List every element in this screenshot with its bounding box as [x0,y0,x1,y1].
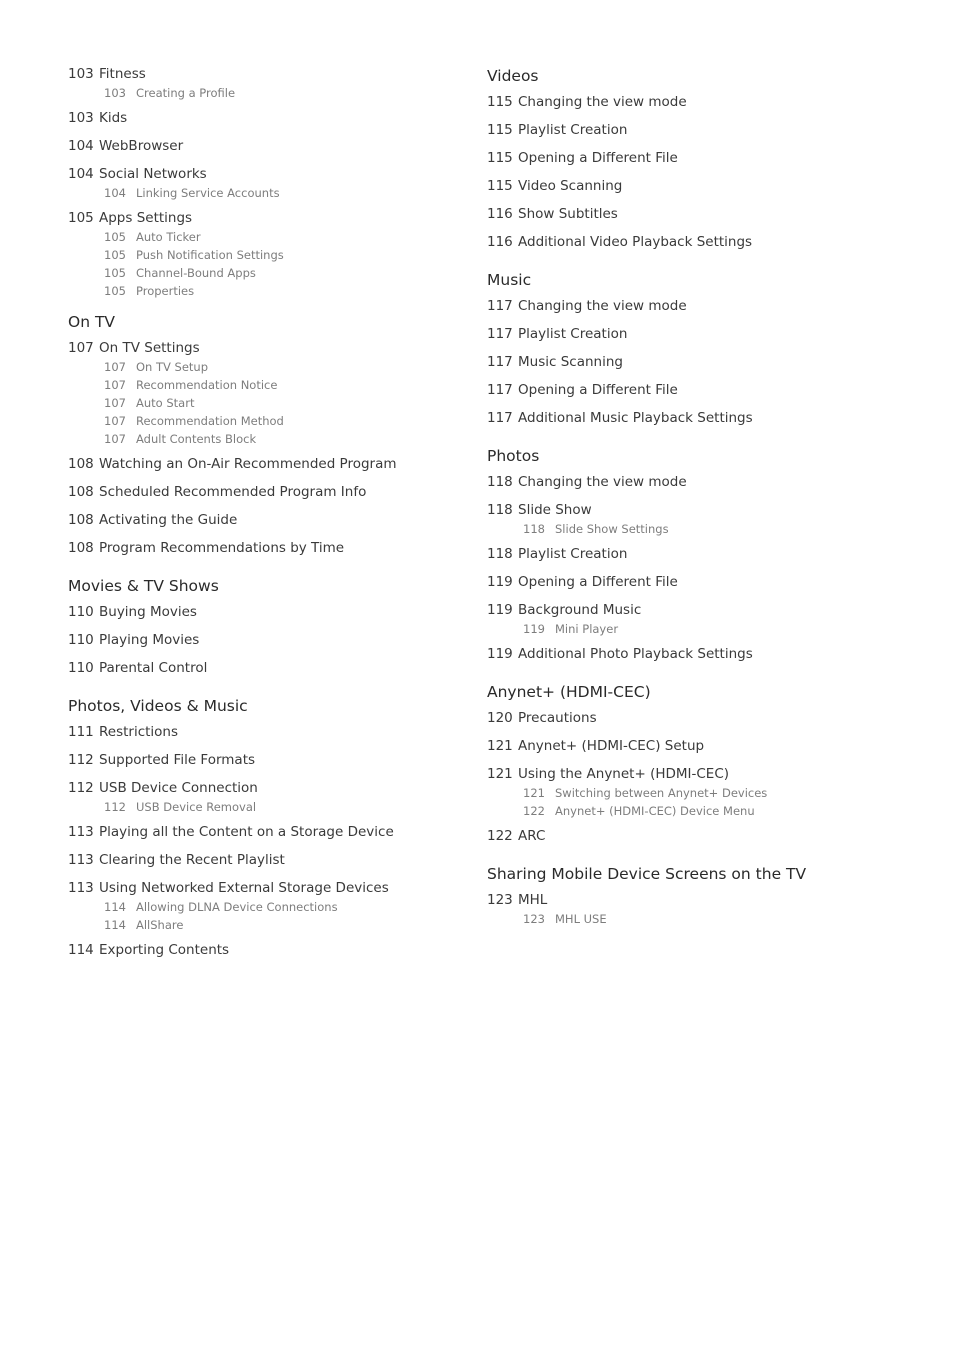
page-number: 111 [68,724,94,740]
page-number: 105 [104,284,126,298]
toc-subentry-slide-show-settings[interactable] [487,522,927,540]
entry-label: Exporting Contents [99,942,230,958]
page-number: 117 [487,298,513,314]
toc-subentry-recommendation-method[interactable] [68,414,458,432]
sub-entry-group [487,522,927,540]
toc-subentry-auto-start[interactable] [68,396,458,414]
page-number: 108 [68,484,94,500]
sub-entry-group [68,186,458,204]
entry-label: MHL [518,892,548,908]
entry-label: Show Subtitles [518,206,618,222]
subentry-label: USB Device Removal [136,800,257,814]
entry-label: Playlist Creation [518,326,628,342]
toc-subentry-anynet-hdmi-cec-device-menu[interactable] [487,804,927,822]
toc-subentry-allshare[interactable] [68,918,458,936]
page-number: 103 [68,110,94,126]
subentry-label: Switching between Anynet+ Devices [555,786,768,800]
toc-entry-restrictions[interactable] [68,722,458,750]
toc-entry-arc[interactable] [487,826,927,854]
page-number: 112 [68,780,94,796]
page-number: 104 [104,186,126,200]
toc-subentry-auto-ticker[interactable] [68,230,458,248]
toc-entry-video-scanning[interactable] [487,176,927,204]
toc-entry-additional-photo-playback-settings[interactable] [487,644,927,672]
subentry-label: MHL USE [555,912,607,926]
section-title-on-tv: On TV [68,313,116,331]
entry-label: Anynet+ (HDMI-CEC) Setup [518,738,705,754]
toc-entry-anynet-hdmi-cec-setup[interactable] [487,736,927,764]
page-number: 107 [104,378,126,392]
page-number: 105 [104,266,126,280]
toc-subentry-channel-bound-apps[interactable] [68,266,458,284]
toc-subentry-properties[interactable] [68,284,458,302]
toc-entry-music-scanning[interactable] [487,352,927,380]
section-title-photos: Photos [487,447,540,465]
toc-entry-supported-file-formats[interactable] [68,750,458,778]
subentry-label: Linking Service Accounts [136,186,280,200]
toc-entry-buying-movies[interactable] [68,602,458,630]
page-number: 107 [104,360,126,374]
section-title-sharing-mobile-device-screens-on-the-tv: Sharing Mobile Device Screens on the TV [487,865,807,883]
page-number: 118 [523,522,545,536]
page-number: 119 [487,646,513,662]
subentry-label: Auto Start [136,396,195,410]
page-number: 121 [487,738,513,754]
subentry-label: Push Notification Settings [136,248,284,262]
page-number: 122 [523,804,545,818]
entry-label: Playlist Creation [518,546,628,562]
page-number: 107 [104,396,126,410]
entry-label: Music Scanning [518,354,623,370]
entry-label: Program Recommendations by Time [99,540,345,556]
toc-subentry-usb-device-removal[interactable] [68,800,458,818]
toc-entry-webbrowser[interactable] [68,136,458,164]
page-number: 108 [68,456,94,472]
toc-subentry-allowing-dlna-device-connections[interactable] [68,900,458,918]
subentry-label: Auto Ticker [136,230,201,244]
page-number: 121 [523,786,545,800]
page-number: 108 [68,540,94,556]
page-number: 117 [487,354,513,370]
section-title-videos: Videos [487,67,539,85]
entry-label: Apps Settings [99,210,193,226]
subentry-label: Channel-Bound Apps [136,266,256,280]
page-number: 116 [487,234,513,250]
page-number: 117 [487,326,513,342]
entry-label: Buying Movies [99,604,197,620]
entry-label: Kids [99,110,128,126]
entry-label: Background Music [518,602,642,618]
page-number: 118 [487,546,513,562]
toc-entry-scheduled-recommended-program-info[interactable] [68,482,458,510]
toc-subentry-adult-contents-block[interactable] [68,432,458,450]
entry-label: Additional Video Playback Settings [518,234,753,250]
page-number: 114 [104,918,126,932]
subentry-label: Anynet+ (HDMI-CEC) Device Menu [555,804,755,818]
page-number: 107 [68,340,94,356]
toc-subentry-on-tv-setup[interactable] [68,360,458,378]
subentry-label: Adult Contents Block [136,432,257,446]
page-number: 114 [68,942,94,958]
entry-label: Activating the Guide [99,512,238,528]
page-number: 119 [487,574,513,590]
entry-label: ARC [518,828,546,844]
toc-entry-watching-an-on-air-recommended-program[interactable] [68,454,458,482]
entry-label: Changing the view mode [518,298,687,314]
page-number: 115 [487,122,513,138]
subentry-label: Creating a Profile [136,86,236,100]
toc-entry-playing-movies[interactable] [68,630,458,658]
sub-entry-group [68,900,458,936]
toc-entry-playlist-creation[interactable] [487,120,927,148]
page-number: 122 [487,828,513,844]
page-number: 117 [487,382,513,398]
entry-label: Video Scanning [518,178,623,194]
page-number: 118 [487,474,513,490]
toc-subentry-mhl-use[interactable] [487,912,927,930]
subentry-label: AllShare [136,918,184,932]
entry-label: Fitness [99,66,146,82]
toc-entry-additional-music-playback-settings[interactable] [487,408,927,436]
page-number: 113 [68,880,94,896]
sub-entry-group [487,622,927,640]
entry-label: Social Networks [99,166,207,182]
toc-entry-playing-all-the-content-on-a-storage-device[interactable] [68,822,458,850]
page-number: 103 [68,66,94,82]
toc-entry-exporting-contents[interactable] [68,940,458,968]
section-title-music: Music [487,271,532,289]
subentry-label: Slide Show Settings [555,522,669,536]
toc-entry-opening-a-different-file[interactable] [487,148,927,176]
sub-entry-group [68,800,458,818]
entry-label: Playing all the Content on a Storage Device [99,824,394,840]
page-number: 103 [104,86,126,100]
toc-entry-precautions[interactable] [487,708,927,736]
toc-column-right [487,64,927,934]
toc-subentry-recommendation-notice[interactable] [68,378,458,396]
entry-label: Restrictions [99,724,179,740]
entry-label: On TV Settings [99,340,200,356]
page-number: 115 [487,178,513,194]
page-number: 115 [487,94,513,110]
subentry-label: Allowing DLNA Device Connections [136,900,338,914]
entry-label: Slide Show [518,502,592,518]
subentry-label: On TV Setup [136,360,209,374]
toc-entry-changing-the-view-mode[interactable] [487,472,927,500]
page-number: 107 [104,432,126,446]
toc-entry-playlist-creation[interactable] [487,324,927,352]
entry-label: Scheduled Recommended Program Info [99,484,367,500]
page-number: 108 [68,512,94,528]
toc-subentry-mini-player[interactable] [487,622,927,640]
toc-entry-clearing-the-recent-playlist[interactable] [68,850,458,878]
page-number: 113 [68,852,94,868]
entry-label: Opening a Different File [518,150,678,166]
page-number: 116 [487,206,513,222]
page-number: 119 [523,622,545,636]
page-number: 105 [104,230,126,244]
entry-label: Opening a Different File [518,574,678,590]
page-number: 119 [487,602,513,618]
entry-label: Precautions [518,710,597,726]
page-number: 110 [68,632,94,648]
sub-entry-group [487,912,927,930]
subentry-label: Recommendation Method [136,414,284,428]
section-title-movies-tv-shows: Movies & TV Shows [68,577,219,595]
sub-entry-group [487,786,927,822]
page-number: 104 [68,166,94,182]
page-number: 105 [68,210,94,226]
entry-label: WebBrowser [99,138,184,154]
toc-subentry-switching-between-anynet-devices[interactable] [487,786,927,804]
entry-label: Playlist Creation [518,122,628,138]
page-number: 114 [104,900,126,914]
entry-label: Additional Music Playback Settings [518,410,753,426]
toc-subentry-creating-a-profile[interactable] [68,86,458,104]
page-number: 112 [104,800,126,814]
entry-label: Using the Anynet+ (HDMI-CEC) [518,766,730,782]
entry-label: USB Device Connection [99,780,258,796]
entry-label: Parental Control [99,660,208,676]
entry-label: Opening a Different File [518,382,678,398]
toc-entry-show-subtitles[interactable] [487,204,927,232]
page-number: 112 [68,752,94,768]
entry-label: Additional Photo Playback Settings [518,646,753,662]
toc-entry-activating-the-guide[interactable] [68,510,458,538]
subentry-label: Properties [136,284,195,298]
sub-entry-group [68,86,458,104]
entry-label: Changing the view mode [518,94,687,110]
page-number: 118 [487,502,513,518]
page-number: 115 [487,150,513,166]
page-number: 117 [487,410,513,426]
subentry-label: Mini Player [555,622,619,636]
page-number: 123 [487,892,513,908]
sub-entry-group [68,360,458,450]
toc-subentry-push-notification-settings[interactable] [68,248,458,266]
entry-label: Supported File Formats [99,752,256,768]
entry-label: Using Networked External Storage Devices [99,880,389,896]
page-number: 110 [68,660,94,676]
toc-entry-playlist-creation[interactable] [487,544,927,572]
section-title-anynet-hdmi-cec: Anynet+ (HDMI-CEC) [487,683,651,701]
page-number: 120 [487,710,513,726]
toc-entry-changing-the-view-mode[interactable] [487,92,927,120]
page-number: 105 [104,248,126,262]
entry-label: Clearing the Recent Playlist [99,852,285,868]
entry-label: Watching an On-Air Recommended Program [99,456,397,472]
page-number: 113 [68,824,94,840]
entry-label: Playing Movies [99,632,200,648]
toc-entry-additional-video-playback-settings[interactable] [487,232,927,260]
section-title-photos-videos-music: Photos, Videos & Music [68,697,248,715]
toc-entry-parental-control[interactable] [68,658,458,686]
page-number: 123 [523,912,545,926]
entry-label: Changing the view mode [518,474,687,490]
toc-entry-changing-the-view-mode[interactable] [487,296,927,324]
subentry-label: Recommendation Notice [136,378,278,392]
page-number: 107 [104,414,126,428]
page-number: 121 [487,766,513,782]
toc-column-left [68,64,458,968]
toc-subentry-linking-service-accounts[interactable] [68,186,458,204]
page-number: 104 [68,138,94,154]
toc-entry-opening-a-different-file[interactable] [487,572,927,600]
page-number: 110 [68,604,94,620]
toc-entry-kids[interactable] [68,108,458,136]
toc-entry-program-recommendations-by-time[interactable] [68,538,458,566]
sub-entry-group [68,230,458,302]
toc-entry-opening-a-different-file[interactable] [487,380,927,408]
